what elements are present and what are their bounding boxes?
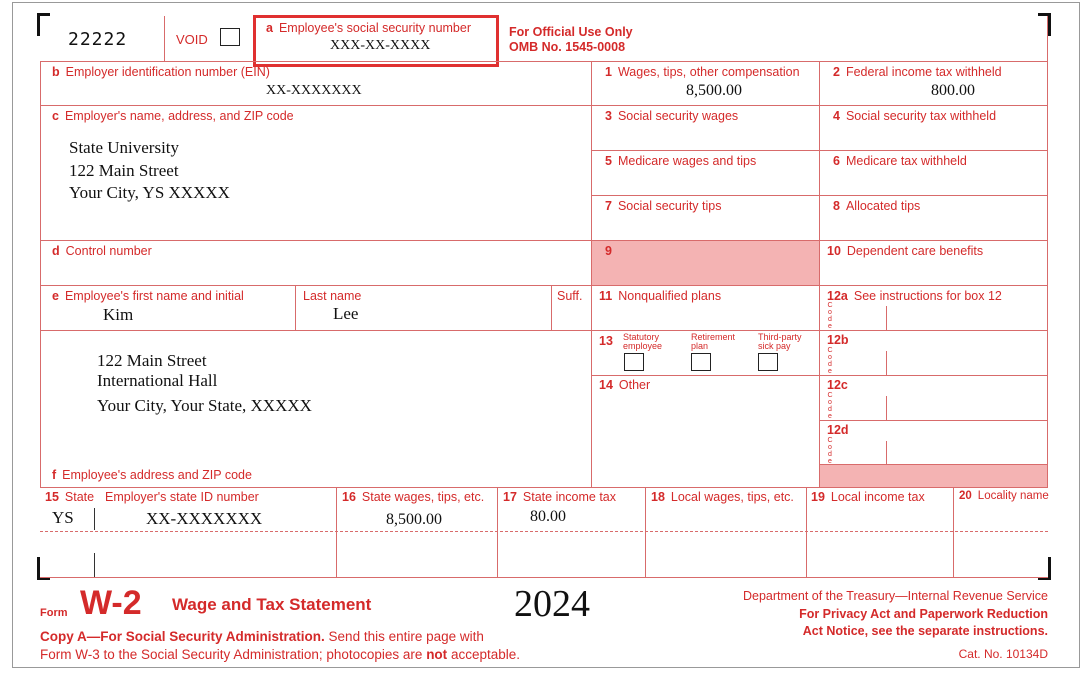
employee-last-name: Lee — [333, 304, 359, 323]
employee-first-name-label — [52, 289, 244, 303]
box-9-shaded — [592, 241, 819, 285]
box-1-value: 8,500.00 — [686, 82, 742, 99]
last-name-label: Last name — [303, 289, 362, 303]
w2-form-page — [12, 2, 1080, 668]
code-letter: C — [827, 437, 833, 444]
ssn-label-text: Employee's social security number — [278, 21, 472, 35]
box-7-label — [605, 199, 721, 213]
box-20-label — [959, 490, 1049, 502]
box-10-num: 10 — [827, 244, 841, 258]
third-party-sick-pay-checkbox[interactable] — [758, 353, 778, 371]
box-6-text: Medicare tax withheld — [845, 154, 967, 168]
box-17-label — [503, 490, 616, 504]
copy-a-line1 — [40, 629, 484, 644]
code-letter: e — [828, 458, 832, 465]
box-18-text: Local wages, tips, etc. — [670, 490, 794, 504]
grid-line — [1047, 16, 1048, 487]
ssn-label — [266, 21, 471, 35]
box-9-label: 9 — [605, 244, 612, 258]
grid-line — [40, 105, 591, 106]
grid-line — [591, 150, 1048, 151]
code-letter: C — [827, 347, 833, 354]
box-3-num: 3 — [605, 109, 612, 123]
grid-line — [591, 330, 1048, 331]
grid-line — [819, 61, 820, 487]
code-divider — [886, 441, 887, 464]
form-word: Form — [40, 607, 68, 619]
code-letter: o — [828, 354, 832, 361]
state-id-value: XX-XXXXXXX — [146, 509, 263, 528]
control-number-label — [52, 244, 152, 258]
box-3-text: Social security wages — [617, 109, 739, 123]
thirdparty-label-1: Third-party — [758, 332, 802, 342]
statutory-label-1: Statutory — [623, 332, 660, 342]
ein-label-text: Employer identification number (EIN) — [65, 65, 270, 79]
form-year: 2024 — [514, 583, 590, 625]
box-5-num: 5 — [605, 154, 612, 168]
code-letter: d — [828, 406, 832, 413]
employer-label-text: Employer's name, address, and ZIP code — [64, 109, 294, 123]
state-row-divider — [40, 531, 1048, 532]
grid-line — [40, 61, 1048, 62]
code-label-12a — [827, 302, 833, 330]
box-6-num: 6 — [833, 154, 840, 168]
box-17-value: 80.00 — [530, 508, 566, 525]
box-12a-num: 12a — [827, 289, 848, 303]
cat-number: Cat. No. 10134D — [958, 647, 1048, 661]
dept-treasury: Department of the Treasury—Internal Revenue Service — [742, 589, 1048, 603]
box-18-num: 18 — [651, 490, 665, 504]
copy-a-text: Form W-3 to the Social Security Administration; photocopies are — [40, 647, 427, 662]
box-19-text: Local income tax — [830, 490, 925, 504]
box-12b-label: 12b — [827, 333, 849, 347]
ssn-value: XXX-XX-XXXX — [330, 38, 431, 53]
box-f-letter: f — [52, 468, 57, 482]
box-b-letter: b — [52, 65, 60, 79]
grid-line — [497, 487, 498, 577]
box-10-label — [827, 244, 983, 258]
box-7-text: Social security tips — [617, 199, 722, 213]
ein-value: XX-XXXXXXX — [266, 83, 362, 98]
copy-a-heading: Copy A—For Social Security Administration. — [40, 629, 325, 644]
employee-first-name: Kim — [103, 305, 134, 324]
copy-a-line2 — [40, 647, 520, 662]
box-16-num: 16 — [342, 490, 356, 504]
code-letter: o — [828, 399, 832, 406]
employee-first-name-label-text: Employee's first name and initial — [64, 289, 244, 303]
employer-street: 122 Main Street — [69, 161, 179, 180]
grid-line — [295, 285, 296, 330]
code-letter: e — [828, 368, 832, 375]
grid-line — [819, 420, 1048, 421]
form-code-box — [40, 16, 165, 62]
omb-number: OMB No. 1545-0008 — [509, 40, 626, 54]
box-4-text: Social security tax withheld — [845, 109, 997, 123]
code-letter: e — [828, 413, 832, 420]
box-4-label — [833, 109, 996, 123]
grid-line — [806, 487, 807, 577]
box-c-letter: c — [52, 109, 59, 123]
code-letter: o — [828, 309, 832, 316]
ein-label — [52, 65, 270, 79]
employee-address-label-text: Employee's address and ZIP code — [62, 468, 252, 482]
code-label-12c — [827, 392, 833, 420]
grid-line — [40, 240, 591, 241]
thirdparty-label-2: sick pay — [758, 341, 791, 351]
code-letter: d — [828, 451, 832, 458]
box-11-label — [599, 289, 721, 303]
grid-line — [591, 105, 1048, 106]
box-15-label — [45, 490, 94, 504]
box-15-num: 15 — [45, 490, 59, 504]
box-2-num: 2 — [833, 65, 840, 79]
grid-line — [645, 487, 646, 577]
box-e-letter: e — [52, 289, 59, 303]
box-18-label — [651, 490, 794, 504]
grid-line — [40, 285, 591, 286]
box-3-label — [605, 109, 738, 123]
code-divider — [886, 396, 887, 420]
box-5-label — [605, 154, 756, 168]
box-6-label — [833, 154, 967, 168]
box-19-label — [811, 490, 925, 504]
box-14-label — [599, 378, 650, 392]
grid-line — [40, 577, 1048, 578]
box-2-value: 800.00 — [931, 82, 975, 99]
box-16-label — [342, 490, 484, 504]
box-16-value: 8,500.00 — [386, 511, 442, 528]
control-number-label-text: Control number — [65, 244, 152, 258]
code-letter: o — [828, 444, 832, 451]
grid-line — [591, 285, 1048, 286]
copy-a-not: not — [426, 647, 448, 662]
code-letter: d — [828, 361, 832, 368]
suffix-label: Suff. — [557, 289, 583, 303]
grid-line — [94, 508, 95, 530]
void-checkbox[interactable] — [220, 28, 240, 46]
employer-label — [52, 109, 294, 123]
ssn-box[interactable] — [253, 15, 499, 67]
box-12-shaded — [820, 465, 1047, 487]
box-16-text: State wages, tips, etc. — [361, 490, 485, 504]
grid-line — [40, 330, 591, 331]
box-14-num: 14 — [599, 378, 613, 392]
box-12d-label: 12d — [827, 423, 849, 437]
statutory-label-2: employee — [623, 341, 663, 351]
void-label: VOID — [176, 32, 208, 47]
form-name: W-2 — [80, 584, 142, 622]
code-letter: d — [828, 316, 832, 323]
grid-line — [591, 195, 1048, 196]
box-12a-label — [827, 289, 1002, 303]
box-5-text: Medicare wages and tips — [617, 154, 757, 168]
state-value: YS — [52, 508, 74, 527]
box-2-text: Federal income tax withheld — [845, 65, 1002, 79]
box-8-num: 8 — [833, 199, 840, 213]
box-14-text: Other — [618, 378, 651, 392]
box-17-text: State income tax — [522, 490, 617, 504]
employer-name: State University — [69, 138, 180, 157]
box-12c-label: 12c — [827, 378, 848, 392]
privacy-notice-2: Act Notice, see the separate instructions. — [802, 624, 1048, 638]
box-8-text: Allocated tips — [845, 199, 921, 213]
box-12a-text: See instructions for box 12 — [853, 289, 1002, 303]
box-11-text: Nonqualified plans — [618, 289, 722, 303]
box-17-num: 17 — [503, 490, 517, 504]
employee-address-line3: Your City, Your State, XXXXX — [97, 396, 312, 415]
grid-line — [40, 61, 41, 487]
code-letter: C — [827, 302, 833, 309]
box-1-text: Wages, tips, other compensation — [617, 65, 800, 79]
box-20-num: 20 — [959, 490, 972, 502]
form-code: 22222 — [68, 29, 128, 50]
retirement-label-2: plan — [691, 341, 709, 351]
grid-line — [551, 285, 552, 330]
box-1-label — [605, 65, 800, 79]
form-title: Wage and Tax Statement — [172, 595, 372, 614]
retirement-plan-checkbox[interactable] — [691, 353, 711, 371]
box-2-label — [833, 65, 1002, 79]
box-20-text: Locality name — [977, 490, 1049, 502]
grid-line — [591, 375, 1048, 376]
corner-mark — [1038, 13, 1051, 36]
employee-address-line2: International Hall — [97, 371, 218, 390]
box-4-num: 4 — [833, 109, 840, 123]
box-15-text: State — [64, 490, 95, 504]
grid-line — [953, 487, 954, 577]
grid-line — [94, 553, 95, 577]
code-label-12d — [827, 437, 833, 465]
code-label-12b — [827, 347, 833, 375]
box-7-num: 7 — [605, 199, 612, 213]
code-letter: e — [828, 323, 832, 330]
employee-address-line1: 122 Main Street — [97, 351, 207, 370]
privacy-notice-1: For Privacy Act and Paperwork Reduction — [799, 607, 1048, 621]
copy-a-text-end: acceptable. — [447, 647, 520, 662]
box-10-text: Dependent care benefits — [846, 244, 984, 258]
code-divider — [886, 306, 887, 330]
code-letter: C — [827, 392, 833, 399]
box-8-label — [833, 199, 920, 213]
box-1-num: 1 — [605, 65, 612, 79]
employee-address-label — [52, 468, 252, 482]
grid-line — [336, 487, 337, 577]
statutory-employee-checkbox[interactable] — [624, 353, 644, 371]
box-13-label: 13 — [599, 334, 613, 348]
box-19-num: 19 — [811, 490, 825, 504]
retirement-label-1: Retirement — [691, 332, 736, 342]
box-a-letter: a — [266, 21, 273, 35]
copy-a-instructions: Send this entire page with — [324, 629, 484, 644]
employer-city: Your City, YS XXXXX — [69, 183, 230, 202]
official-use: For Official Use Only — [509, 25, 633, 39]
state-id-label: Employer's state ID number — [105, 490, 259, 504]
code-divider — [886, 351, 887, 375]
grid-line — [40, 487, 1048, 488]
box-11-num: 11 — [599, 289, 613, 303]
box-d-letter: d — [52, 244, 60, 258]
